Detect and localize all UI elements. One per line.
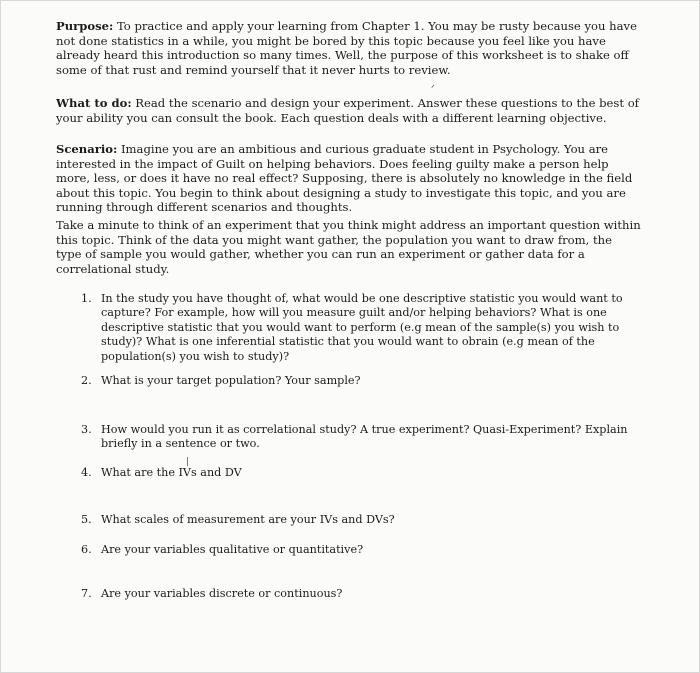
question-item [81, 292, 641, 364]
question-number: 3. [81, 423, 92, 436]
question-number: 7. [81, 587, 92, 600]
what-to-do-paragraph [56, 96, 641, 125]
question-number: 5. [81, 513, 92, 526]
question-number: 1. [81, 292, 92, 305]
question-item [81, 543, 641, 557]
question-text: What is your target population? Your sample? [101, 374, 361, 387]
question-number: 2. [81, 374, 92, 387]
what-to-do-text: Read the scenario and design your experiment. Answer these questions to the best of your ability you can consult the book. Each question deals with a different learning objective. [56, 96, 639, 125]
question-item [81, 466, 641, 480]
question-text: Are your variables qualitative or quantitative? [101, 543, 364, 556]
question-number: 4. [81, 466, 92, 479]
question-item [81, 423, 641, 452]
purpose-label: Purpose: [56, 19, 114, 33]
pen-mark: | [186, 457, 190, 467]
what-to-do-label: What to do: [56, 96, 132, 110]
take-a-minute-text: Take a minute to think of an experiment that you think might address an important question within this topic. Think of the data you might want gather, the population you want to draw from, the type of sample you would gather, whether you can run an experiment or gather data for a correlational study. [56, 218, 641, 276]
scenario-label: Scenario: [56, 142, 118, 156]
question-item [81, 587, 641, 601]
question-text: What scales of measurement are your IVs and DVs? [101, 513, 395, 526]
question-text: How would you run it as correlational study? A true experiment? Quasi-Experiment? Explain briefly in a sentence or two. [101, 423, 628, 451]
question-text: What are the IVs and DV [101, 466, 242, 479]
purpose-text: To practice and apply your learning from Chapter 1. You may be rusty because you have not done statistics in a while, you might be bored by this topic because you feel like you have already heard this introduction so many times. Well, the purpose of this worksheet is to shake off some of that rust and remind yourself that it never hurts to review. [56, 19, 637, 77]
question-text: In the study you have thought of, what would be one descriptive statistic you would want to capture? For example, how will you measure guilt and/or helping behaviors? What is one descriptive statistic that you would want to perform (e.g mean of the sample(s) you wish to study)? What is one inferential statistic that you would want to obrain (e.g mean of the population(s) you wish to study)? [101, 292, 623, 363]
scenario-paragraph [56, 142, 641, 215]
question-item [81, 374, 641, 388]
question-item [81, 513, 641, 527]
pen-mark: ᐟ [431, 84, 435, 94]
question-text: Are your variables discrete or continuous? [101, 587, 343, 600]
purpose-paragraph [56, 19, 641, 77]
take-a-minute-paragraph [56, 218, 641, 276]
question-number: 6. [81, 543, 92, 556]
scenario-text: Imagine you are an ambitious and curious graduate student in Psychology. You are interested in the impact of Guilt on helping behaviors. Does feeling guilty make a person help more, less, or does it have no real effect? Supposing, there is absolutely no knowledge in the field about this topic. You begin to think about designing a study to investigate this topic, and you are running through different scenarios and thoughts. [56, 142, 633, 215]
